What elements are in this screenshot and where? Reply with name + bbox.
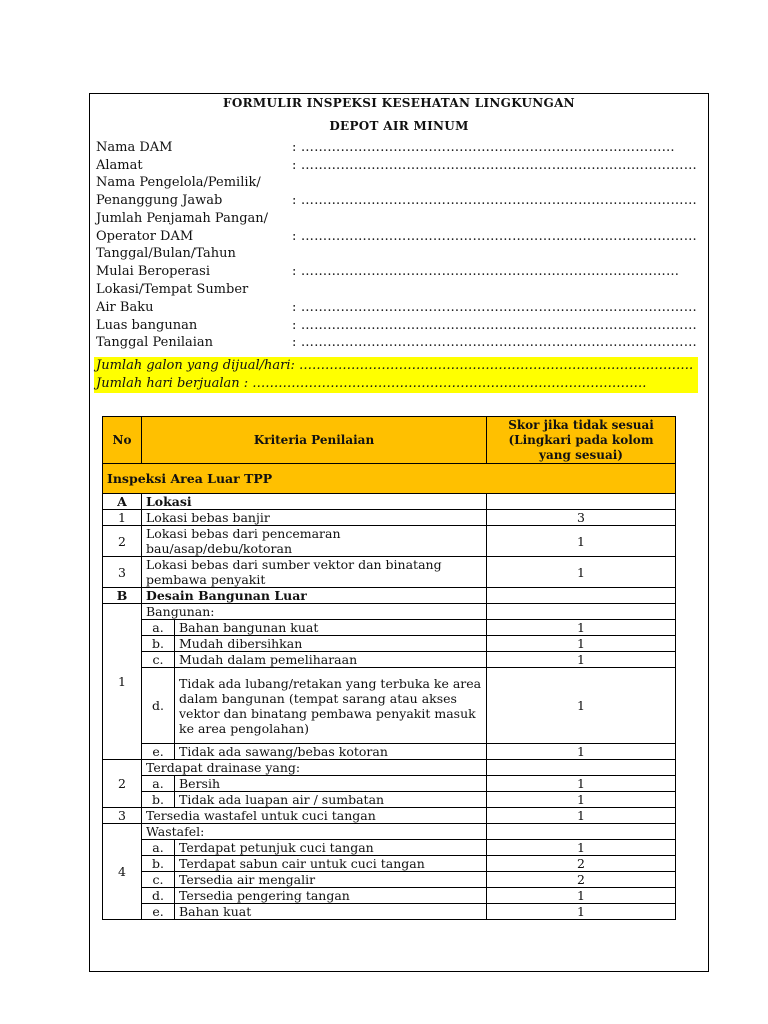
table-row (103, 808, 676, 824)
group-letter: A (103, 494, 142, 510)
row-group-title: Terdapat drainase yang: (142, 760, 487, 776)
table-row (103, 792, 676, 808)
table-row (103, 856, 676, 872)
table-row (103, 620, 676, 636)
field-value[interactable]: : ……………………………….………………………………………… (292, 140, 675, 155)
row-criteria: Terdapat petunjuk cuci tangan (175, 840, 487, 856)
row-score[interactable]: 1 (487, 652, 676, 668)
score-cell (487, 588, 676, 604)
row-criteria: Mudah dalam pemeliharaan (175, 652, 487, 668)
table-row (103, 824, 676, 840)
field-value[interactable]: : …………….……….…………………………………………………… (292, 264, 680, 279)
row-criteria: Tidak ada sawang/bebas kotoran (175, 744, 487, 760)
row-score[interactable]: 2 (487, 872, 676, 888)
row-group-title: Wastafel: (142, 824, 487, 840)
header-criteria: Kriteria Penilaian (142, 417, 487, 464)
row-criteria: Lokasi bebas dari pencemaran bau/asap/debu/kotoran (142, 526, 487, 557)
row-sub: c. (142, 652, 175, 668)
form-subtitle: DEPOT AIR MINUM (329, 119, 469, 133)
row-score[interactable]: 1 (487, 888, 676, 904)
row-sub: b. (142, 792, 175, 808)
group-title: Desain Bangunan Luar (142, 588, 487, 604)
table-row (103, 840, 676, 856)
row-criteria: Bersih (175, 776, 487, 792)
table-row (103, 888, 676, 904)
row-sub: d. (142, 668, 175, 744)
row-criteria: Mudah dibersihkan (175, 636, 487, 652)
header-score: Skor jika tidak sesuai (Lingkari pada kolom yang sesuai) (487, 417, 676, 464)
table-header (103, 417, 676, 464)
table-row (103, 744, 676, 760)
row-score[interactable]: 1 (487, 557, 676, 588)
score-cell (487, 494, 676, 510)
row-sub: c. (142, 872, 175, 888)
table-row (103, 776, 676, 792)
row-no: 3 (103, 808, 142, 824)
row-sub: b. (142, 636, 175, 652)
field-value[interactable]: : ……………………………………………………………………………… (292, 193, 697, 208)
row-score[interactable]: 1 (487, 668, 676, 744)
row-criteria: Bahan bangunan kuat (175, 620, 487, 636)
row-sub: e. (142, 904, 175, 920)
field-label: Operator DAM (96, 229, 194, 244)
row-criteria: Tidak ada luapan air / sumbatan (175, 792, 487, 808)
field-label: Luas bangunan (96, 318, 198, 333)
row-score[interactable]: 1 (487, 904, 676, 920)
table-row (103, 872, 676, 888)
row-criteria: Tidak ada lubang/retakan yang terbuka ke area dalam bangunan (tempat sarang atau akses vektor dan binatang pembawa penyakit masuk ke area pengolahan) (175, 668, 487, 744)
row-sub: a. (142, 620, 175, 636)
field-jumlah-galon[interactable]: Jumlah galon yang dijual/hari: ………………………………………………………………………………. (96, 358, 694, 373)
table-row (103, 526, 676, 557)
row-score[interactable]: 1 (487, 776, 676, 792)
table-row (103, 604, 676, 620)
row-sub: a. (142, 776, 175, 792)
field-jumlah-hari[interactable]: Jumlah hari berjualan : ………………………………………………………………………………. (96, 376, 647, 391)
row-sub: a. (142, 840, 175, 856)
form-title: FORMULIR INSPEKSI KESEHATAN LINGKUNGAN (223, 96, 575, 110)
row-no: 3 (103, 557, 142, 588)
row-no: 4 (103, 824, 142, 920)
row-criteria: Tersedia wastafel untuk cuci tangan (142, 808, 487, 824)
field-label: Jumlah Penjamah Pangan/ (96, 211, 269, 226)
row-score[interactable]: 2 (487, 856, 676, 872)
field-label: Tanggal Penilaian (96, 335, 214, 350)
field-value[interactable]: : ……………………………………………………………………………… (292, 158, 697, 173)
row-score[interactable]: 1 (487, 526, 676, 557)
table-row (103, 668, 676, 744)
field-label: Alamat (96, 158, 143, 173)
row-criteria: Bahan kuat (175, 904, 487, 920)
row-score[interactable]: 1 (487, 808, 676, 824)
field-label: Mulai Beroperasi (96, 264, 210, 279)
field-label: Nama DAM (96, 140, 173, 155)
row-score[interactable]: 1 (487, 636, 676, 652)
section-title: Inspeksi Area Luar TPP (103, 464, 676, 494)
table-row (103, 652, 676, 668)
score-cell (487, 760, 676, 776)
header-no: No (103, 417, 142, 464)
row-score[interactable]: 1 (487, 840, 676, 856)
row-criteria: Lokasi bebas dari sumber vektor dan binatang pembawa penyakit (142, 557, 487, 588)
row-sub: d. (142, 888, 175, 904)
row-score[interactable]: 1 (487, 620, 676, 636)
field-value[interactable]: : ……………………………………………………………………………… (292, 229, 697, 244)
field-value[interactable]: : ……………………………………………………………………………… (292, 300, 697, 315)
group-title: Lokasi (142, 494, 487, 510)
section-row (103, 464, 676, 494)
table-row (103, 510, 676, 526)
row-score[interactable]: 1 (487, 792, 676, 808)
score-cell (487, 604, 676, 620)
row-no: 1 (103, 604, 142, 760)
group-row (103, 588, 676, 604)
field-label: Nama Pengelola/Pemilik/ (96, 175, 261, 190)
row-sub: b. (142, 856, 175, 872)
row-score[interactable]: 3 (487, 510, 676, 526)
row-no: 1 (103, 510, 142, 526)
assessment-table (102, 416, 676, 920)
row-criteria: Lokasi bebas banjir (142, 510, 487, 526)
row-criteria: Tersedia pengering tangan (175, 888, 487, 904)
row-sub: e. (142, 744, 175, 760)
field-label: Tanggal/Bulan/Tahun (96, 246, 236, 261)
field-label: Lokasi/Tempat Sumber (96, 282, 249, 297)
row-no: 2 (103, 526, 142, 557)
row-no: 2 (103, 760, 142, 808)
row-group-title: Bangunan: (142, 604, 487, 620)
field-value[interactable]: : ……………………………………………………………………………… (292, 318, 697, 333)
score-cell (487, 824, 676, 840)
field-label: Penanggung Jawab (96, 193, 223, 208)
field-value[interactable]: : ……………………………………………………………………………… (292, 335, 697, 350)
table-row (103, 760, 676, 776)
group-row (103, 494, 676, 510)
row-criteria: Terdapat sabun cair untuk cuci tangan (175, 856, 487, 872)
table-row (103, 557, 676, 588)
row-criteria: Tersedia air mengalir (175, 872, 487, 888)
field-label: Air Baku (96, 300, 154, 315)
table-row (103, 636, 676, 652)
row-score[interactable]: 1 (487, 744, 676, 760)
table-row (103, 904, 676, 920)
group-letter: B (103, 588, 142, 604)
